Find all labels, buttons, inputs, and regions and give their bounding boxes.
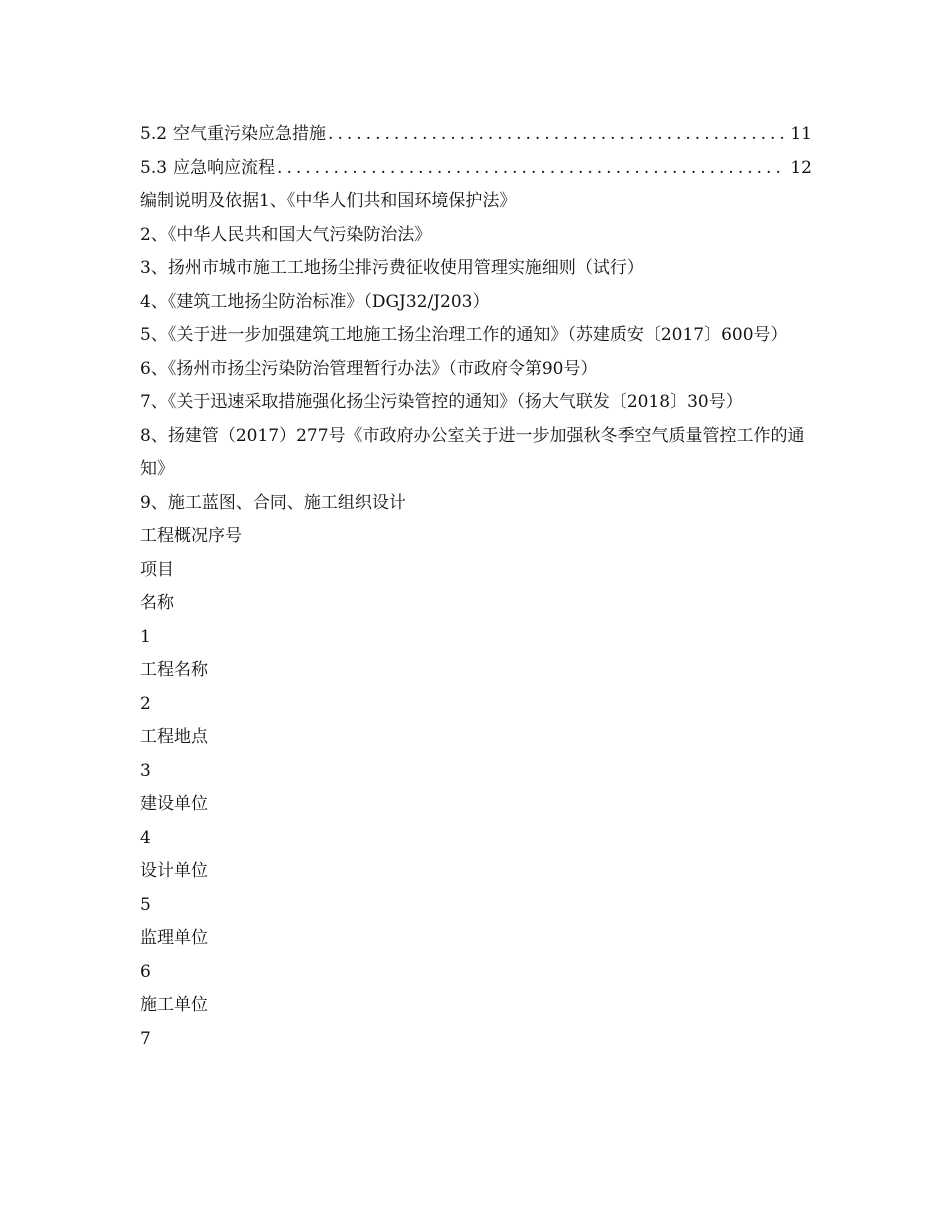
toc-entry[interactable] (140, 118, 812, 152)
basis-heading: 编制说明及依据 (140, 191, 259, 211)
toc-number: 5.2 (140, 124, 168, 144)
row-item: 工程地点 (140, 727, 208, 747)
basis-item: 6、《扬州市扬尘污染防治管理暂行办法》（市政府令第90号） (140, 358, 598, 379)
toc-entry[interactable] (140, 152, 812, 186)
column-header-item: 项目 (140, 559, 174, 580)
basis-item: 4、《建筑工地扬尘防治标准》（DGJ32/J203） (140, 291, 490, 312)
basis-item: 8、扬建管（2017）277号《市政府办公室关于进一步加强秋冬季空气质量管控工作的通知》 (140, 425, 805, 479)
toc-title: 空气重污染应急措施 (173, 124, 327, 144)
overview-heading-line (140, 520, 812, 554)
row-number: 4 (140, 827, 151, 848)
basis-item: 2、《中华人民共和国大气污染防治法》 (140, 224, 432, 245)
column-header-name: 名称 (140, 593, 174, 613)
overview-heading: 工程概况 (140, 526, 208, 546)
row-number: 3 (140, 760, 151, 781)
basis-item: 9、施工蓝图、合同、施工组织设计 (140, 492, 406, 513)
row-number: 1 (140, 626, 151, 647)
basis-item: 1、《中华人们共和国环境保护法》 (259, 191, 517, 211)
column-header-no: 序号 (208, 526, 242, 546)
toc-title: 应急响应流程 (173, 157, 276, 178)
basis-item: 7、《关于迅速采取措施强化扬尘污染管控的通知》（扬大气联发〔2018〕30号） (140, 392, 743, 412)
toc-page: 12 (790, 157, 812, 178)
toc-leader-dots (328, 118, 784, 152)
row-number: 2 (140, 693, 151, 714)
row-item: 工程名称 (140, 660, 208, 680)
basis-item: 3、扬州市城市施工工地扬尘排污费征收使用管理实施细则（试行） (140, 258, 644, 278)
toc-leader-dots (277, 152, 784, 186)
row-item: 建设单位 (140, 794, 208, 814)
row-number: 5 (140, 894, 151, 915)
row-number: 7 (140, 1028, 151, 1049)
basis-heading-line (140, 185, 812, 219)
row-item: 设计单位 (140, 861, 208, 881)
row-item: 施工单位 (140, 995, 208, 1015)
toc-page: 11 (790, 124, 812, 144)
toc-number: 5.3 (140, 157, 168, 178)
row-number: 6 (140, 961, 151, 982)
document-page (140, 118, 812, 1056)
row-item: 监理单位 (140, 928, 208, 948)
basis-item: 5、《关于进一步加强建筑工地施工扬尘治理工作的通知》（苏建质安〔2017〕600号） (140, 325, 788, 345)
